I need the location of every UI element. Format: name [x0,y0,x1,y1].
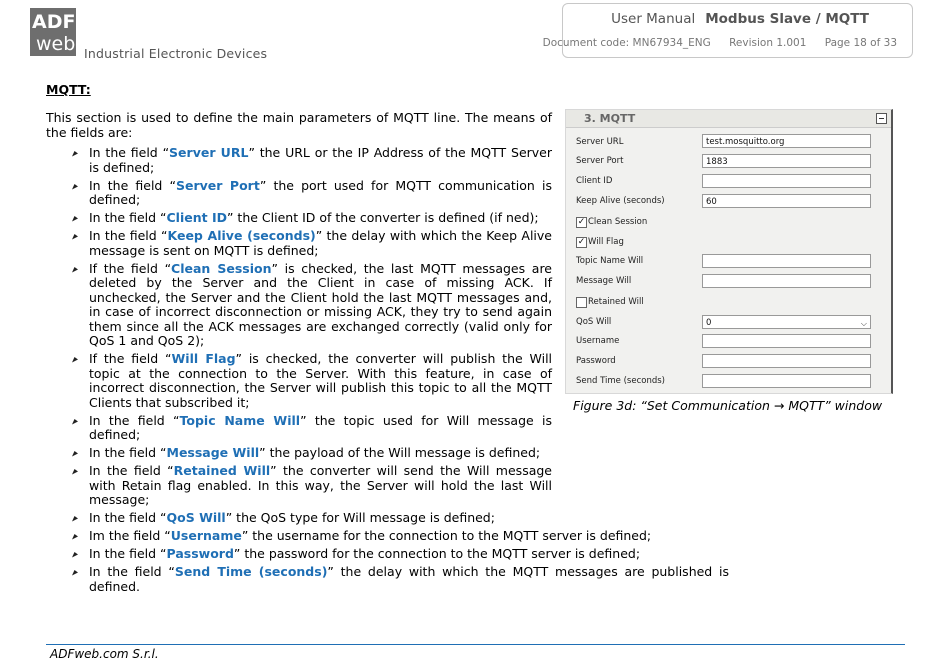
send-time-label: Send Time (seconds) [576,376,665,386]
server-url-label: Server URL [576,137,624,147]
section-title: MQTT: [46,82,91,97]
username-label: Username [576,336,620,346]
keep-alive-input[interactable]: 60 [702,194,871,208]
list-item: In the field “Server Port” the port used for MQTT communication is defined; [0,179,552,208]
list-item: In the field “Retained Will” the converter will send the Will message with Retain flag enabled. In this way, the Server will hold the last Will message; [0,464,552,508]
message-will-label: Message Will [576,276,632,286]
list-item: In the field “Message Will” the payload of the Will message is defined; [0,446,552,461]
client-id-input[interactable] [702,174,871,188]
document-header [542,3,913,58]
figure-caption: Figure 3d: “Set Communication → MQTT” window [573,398,883,413]
list-item: In the field “Send Time (seconds)” the delay with which the MQTT messages are published is defined. [0,565,729,594]
list-item: If the field “Clean Session” is checked, the last MQTT messages are deleted by the Server and the Client in case of missing ACK. If unchecked, the Server and the Client hold the last MQTT messages and, in case of incorrect disconnection or missing ACK, they try to send again them since all the ACK messages are exchanged correctly (valid only for QoS 1 and QoS 2); [0,262,552,349]
list-item: In the field “Server URL” the URL or the IP Address of the MQTT Server is defined; [0,146,552,175]
list-item: In the field “QoS Will” the QoS type for Will message is defined; [0,511,729,526]
keyword: Keep Alive (seconds) [167,228,316,243]
list-item: If the field “Will Flag” is checked, the converter will publish the Will topic at the connection to the Server. With this feature, in case of incorrect disconnection, the Server will publish this topic to all the MQTT Clients that subscribed it; [0,352,552,410]
server-port-label: Server Port [576,156,624,166]
will-flag-checkbox[interactable]: ✓ [577,237,586,247]
collapse-icon[interactable] [876,113,887,124]
doc-revision: Revision 1.001 [729,37,807,49]
clean-session-checkbox[interactable]: ✓ [577,217,586,227]
retained-will-label: Retained Will [588,297,644,307]
server-url-input[interactable]: test.mosquitto.org [702,134,871,148]
topic-name-will-input[interactable] [702,254,871,268]
mqtt-settings-panel [565,109,893,394]
list-item: In the field “Topic Name Will” the topic used for Will message is defined; [0,414,552,443]
password-input[interactable] [702,354,871,368]
bullet-icon [71,150,79,158]
will-flag-label: Will Flag [588,237,624,247]
send-time-input[interactable] [702,374,871,388]
qos-will-label: QoS Will [576,317,612,327]
qos-will-value: 0 [706,318,712,328]
bullet-icon [71,450,79,458]
chevron-down-icon: ⌵ [860,319,867,328]
panel-title: 3. MQTT [584,112,636,125]
bullet-icon [71,233,79,241]
list-item: In the field “Password” the password for the connection to the MQTT server is defined; [0,547,729,562]
footer-rule [46,644,905,645]
keyword: Message Will [166,445,260,460]
keyword: Will Flag [171,351,236,366]
panel-header [566,110,891,128]
bullet-icon [71,515,79,523]
doc-code: Document code: MN67934_ENG [542,37,711,49]
bullet-icon [71,266,79,274]
adfweb-logo [30,8,76,56]
page-number: Page 18 of 33 [824,37,897,49]
bullet-icon [71,533,79,541]
password-label: Password [576,356,616,366]
keyword: Send Time (seconds) [174,564,328,579]
bullet-icon [71,215,79,223]
server-port-input[interactable]: 1883 [702,154,871,168]
bullet-icon [71,551,79,559]
footer-company: ADFweb.com S.r.l. [50,647,159,661]
keyword: QoS Will [166,510,226,525]
topic-name-will-label: Topic Name Will [576,256,644,266]
client-id-label: Client ID [576,176,613,186]
bullet-icon [71,183,79,191]
keyword: Topic Name Will [179,412,301,428]
qos-will-select[interactable] [702,315,871,329]
keyword: Server URL [169,145,249,160]
keyword: Password [166,546,234,561]
bullet-icon [71,569,79,577]
list-item: Im the field “Username” the username for the connection to the MQTT server is defined; [0,529,729,544]
keyword: Retained Will [173,463,271,478]
logo-text-bottom: web [36,33,76,55]
company-tagline: Industrial Electronic Devices [84,46,268,61]
intro-paragraph: This section is used to define the main parameters of MQTT line. The means of the fields are: [46,110,552,140]
clean-session-label: Clean Session [588,217,648,227]
keyword: Username [170,528,242,543]
bullet-icon [71,418,79,426]
list-item: In the field “Keep Alive (seconds)” the delay with which the Keep Alive message is sent on MQTT is defined; [0,229,552,258]
logo-text-top: ADF [32,11,76,33]
keyword: Clean Session [171,260,272,276]
username-input[interactable] [702,334,871,348]
doc-title: Modbus Slave / MQTT [705,11,869,27]
keep-alive-label: Keep Alive (seconds) [576,196,665,206]
message-will-input[interactable] [702,274,871,288]
keyword: Client ID [166,210,227,225]
keyword: Server Port [175,177,260,193]
retained-will-checkbox[interactable] [576,297,587,308]
doc-type: User Manual [611,11,696,27]
bullet-icon [71,468,79,476]
list-item: In the field “Client ID” the Client ID of the converter is defined (if ned); [0,211,552,226]
bullet-icon [71,356,79,364]
